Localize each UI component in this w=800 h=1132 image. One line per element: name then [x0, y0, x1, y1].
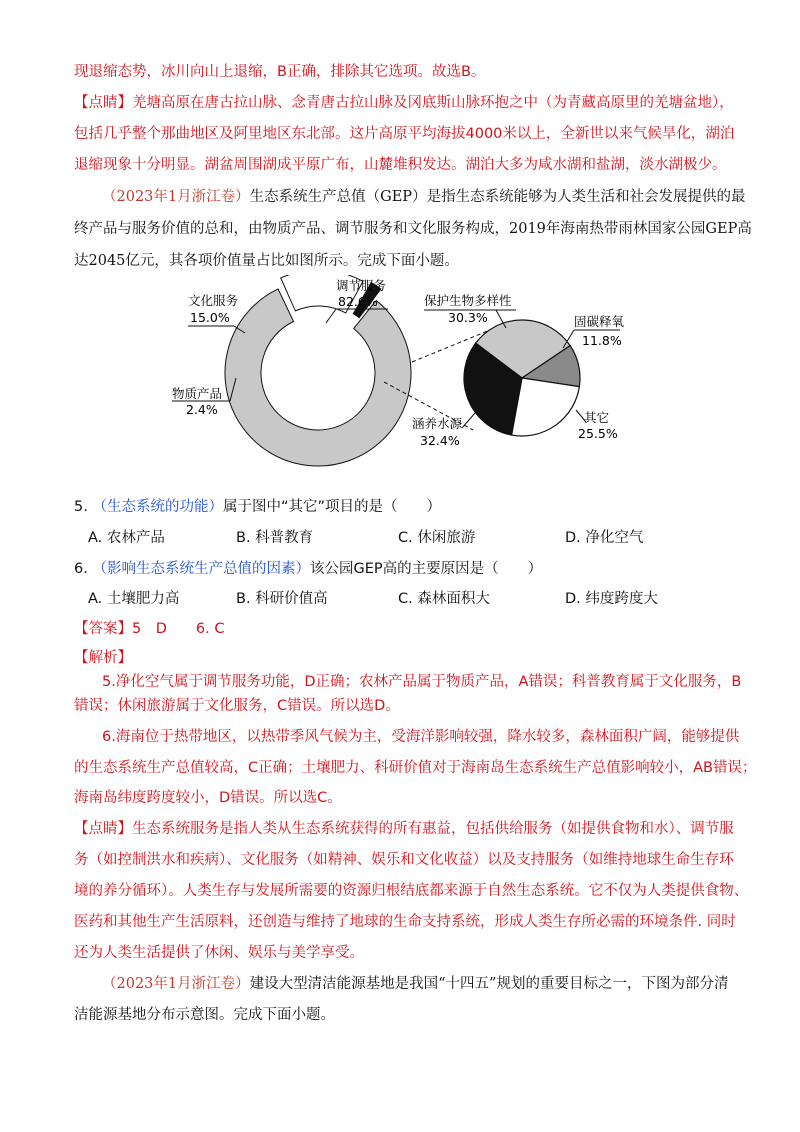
- passage1-line-2: 终产品与服务价值的总和，由物质产品、调节服务和文化服务构成，2019年海南热带雨林国家公园GEP高: [74, 221, 752, 237]
- q5-option-b[interactable]: B. 科普教育: [236, 530, 314, 546]
- value-water: 32.4%: [420, 433, 460, 448]
- passage1-source: （2023年1月浙江卷）: [102, 189, 250, 205]
- label-material: 物质产品: [172, 386, 223, 401]
- q6-text: 该公园GEP高的主要原因是（ ）: [309, 561, 543, 577]
- intro-line-4: 退缩现象十分明显。湖盆周围湖成平原广布，山麓堆积发达。湖泊大多为咸水湖和盐湖，淡水湖极少。: [74, 157, 727, 173]
- q6-tag: （影响生态系统生产总值的因素）: [92, 561, 310, 577]
- value-biodiversity: 30.3%: [448, 310, 488, 325]
- passage2-source: （2023年1月浙江卷）: [102, 976, 250, 992]
- label-biodiversity: 保护生物多样性: [424, 293, 512, 308]
- intro-line-3: 包括几乎整个那曲地区及阿里地区东北部。这片高原平均海拔4000米以上，全新世以来气候旱化，湖泊: [74, 126, 735, 142]
- answer-label: 【答案】: [74, 621, 132, 637]
- q5-option-d[interactable]: D. 净化空气: [565, 530, 644, 546]
- q6-number: 6.: [74, 561, 88, 577]
- dianjing-line-4: 医药和其他生产生活原料，还创造与维持了地球的生命支持系统，形成人类生存所必需的环境条件. 同时: [74, 914, 736, 930]
- intro-line-2: 【点睛】羌塘高原在唐古拉山脉、念青唐古拉山脉及冈底斯山脉环抱之中（为青藏高原里的羌塘盆地），: [74, 95, 734, 111]
- pie-chart: [464, 320, 580, 436]
- analysis-line-1: 5.净化空气属于调节服务功能，D正确；农林产品属于物质产品，A错误；科普教育属于文化服务，B: [102, 674, 742, 690]
- donut-chart: [225, 275, 411, 466]
- label-carbon: 固碳释氧: [574, 314, 625, 329]
- value-other: 25.5%: [578, 426, 618, 441]
- intro-line-1: 现退缩态势，冰川向山上退缩，B正确，排除其它选项。故选B。: [74, 64, 486, 80]
- q6-option-a[interactable]: A. 土壤肥力高: [88, 591, 180, 607]
- analysis-label: 【解析】: [74, 650, 132, 666]
- q5-number: 5.: [74, 499, 88, 515]
- answer-text: 5 D 6. C: [132, 621, 225, 637]
- q5-tag: （生态系统的功能）: [92, 499, 223, 515]
- dianjing-line-2: 务（如控制洪水和疾病）、文化服务（如精神、娱乐和文化收益）以及支持服务（如维持地球生命生存环: [74, 852, 734, 868]
- analysis-line-5: 海南岛纬度跨度较小，D错误。所以选C。: [74, 790, 342, 806]
- passage1-text-1: 生态系统生产总值（GEP）是指生态系统能够为人类生活和社会发展提供的最: [249, 189, 746, 205]
- q6-option-b[interactable]: B. 科研价值高: [236, 591, 328, 607]
- q5-text: 属于图中“其它”项目的是（ ）: [222, 499, 441, 515]
- q5-option-c[interactable]: C. 休闲旅游: [398, 530, 476, 546]
- q6-option-d[interactable]: D. 纬度跨度大: [565, 591, 658, 607]
- analysis-line-2: 错误；休闲旅游属于文化服务，C错误。所以选D。: [74, 698, 400, 714]
- passage2-line-1: [102, 974, 728, 994]
- label-regulation: 调节服务: [336, 278, 387, 293]
- value-carbon: 11.8%: [582, 333, 622, 348]
- q6-option-c[interactable]: C. 森林面积大: [398, 591, 490, 607]
- q6-stem: [74, 559, 542, 579]
- passage2-text-1: 建设大型清洁能源基地是我国“十四五”规划的重要目标之一，下图为部分清: [249, 976, 729, 992]
- value-regulation: 82.6%: [338, 294, 378, 309]
- dianjing-line-1: 【点睛】生态系统服务是指人类从生态系统获得的所有惠益，包括供给服务（如提供食物和水）、调节服: [74, 821, 734, 837]
- q5-option-a[interactable]: A. 农林产品: [88, 530, 165, 546]
- label-water: 涵养水源: [412, 416, 463, 431]
- passage1-line-3: 达2045亿元，其各项价值量占比如图所示。完成下面小题。: [74, 253, 459, 269]
- analysis-line-4: 的生态系统生产总值较高，C正确；土壤肥力、科研价值对于海南岛生态系统生产总值影响较小，AB错误；: [74, 760, 757, 776]
- label-other: 其它: [584, 410, 610, 425]
- dianjing-line-3: 境的养分循环）。人类生存与发展所需要的资源归根结底都来源于自然生态系统。它不仅为人类提供食物、: [74, 883, 749, 899]
- leader-water: [462, 413, 475, 428]
- value-culture: 15.0%: [190, 310, 230, 325]
- answer-line: [74, 619, 224, 639]
- q5-stem: [74, 497, 441, 517]
- passage2-line-2: 洁能源基地分布示意图。完成下面小题。: [74, 1007, 335, 1023]
- analysis-line-3: 6.海南位于热带地区，以热带季风气候为主，受海洋影响较强，降水较多，森林面积广阔，能够提供: [102, 729, 740, 745]
- pie-slice-other: [512, 378, 580, 436]
- donut-slice-regulation: [225, 289, 411, 466]
- gep-chart: [0, 275, 800, 475]
- dianjing-line-5: 还为人类生活提供了休闲、娱乐与美学享受。: [74, 945, 364, 961]
- label-culture: 文化服务: [188, 293, 239, 308]
- value-material: 2.4%: [186, 402, 218, 417]
- leader-regulation-2: [326, 309, 336, 323]
- passage1-line-1: [102, 187, 746, 207]
